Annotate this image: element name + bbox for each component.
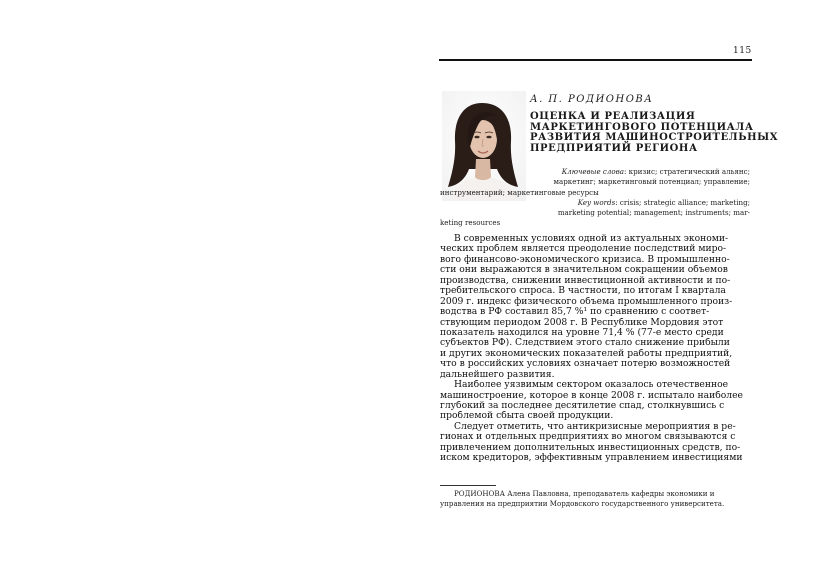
body-line: ческих проблем является преодоление последствий миро- xyxy=(440,244,727,255)
body-line: сти они выражаются в значительном сокращении объемов xyxy=(440,265,728,276)
body-line: Наиболее уязвимым сектором оказалось отечественное xyxy=(454,380,729,391)
keywords-en-label: Key words xyxy=(577,197,616,207)
body-line: производства, снижении инвестиционной активности и по- xyxy=(440,275,731,286)
page-number: 115 xyxy=(733,46,752,56)
keywords-ru-label: Ключевые слова xyxy=(561,167,625,176)
body-line: дальнейшего развития. xyxy=(440,369,555,380)
header-rule xyxy=(439,59,752,61)
keywords-ru-line: инструментарий; маркетинговые ресурсы xyxy=(440,187,599,197)
footnote-rule xyxy=(440,485,496,486)
title-line: МАРКЕТИНГОВОГО ПОТЕНЦИАЛА xyxy=(530,121,754,133)
body-line: машиностроение, которое в конце 2008 г. испытало наиболее xyxy=(440,390,743,401)
body-line: глубокий за последнее десятилетие спад, столкнувшись с xyxy=(440,401,725,411)
body-line: Следует отметить, что антикризисные мероприятия в ре- xyxy=(454,421,736,432)
body-line: и других экономических показателей работы предприятий, xyxy=(440,348,733,359)
keywords-en-text: : crisis; strategic alliance; marketing; xyxy=(615,197,750,207)
keywords-en-line xyxy=(440,198,750,208)
article-title xyxy=(530,111,779,154)
body-line: показатель находился на уровне 71,4 % (77-е место среди xyxy=(440,327,724,338)
keywords-ru-line: маркетинг; маркетинговый потенциал; управление; xyxy=(553,177,750,187)
title-line: ОЦЕНКА И РЕАЛИЗАЦИЯ xyxy=(530,111,696,122)
body-line: субъектов РФ). Следствием этого стало снижение прибыли xyxy=(440,338,730,349)
body-line: что в российских условиях означает потерю возможностей xyxy=(440,359,731,370)
keywords-ru-text: : кризис; стратегический альянс; xyxy=(624,167,750,176)
body-line: ствующим периодом 2008 г. В Республике Мордовия этот xyxy=(440,317,724,328)
keywords-en-line: keting resources xyxy=(440,218,501,228)
footnote-line: РОДИОНОВА Алена Павловна, преподаватель кафедры экономики и xyxy=(454,489,715,498)
title-line: РАЗВИТИЯ МАШИНОСТРОИТЕЛЬНЫХ xyxy=(530,132,779,143)
body-line: 2009 г. индекс физического объема промышленного произ- xyxy=(440,296,733,307)
footnote xyxy=(440,489,752,509)
article-body xyxy=(440,234,752,464)
keywords-en-line: marketing potential; management; instruments; mar- xyxy=(557,208,750,218)
keywords-block xyxy=(440,167,750,229)
title-line: ПРЕДПРИЯТИЙ РЕГИОНА xyxy=(530,142,698,154)
body-line: проблемой сбыта своей продукции. xyxy=(440,411,614,422)
body-line: иском кредиторов, эффективным управлением инвестициями xyxy=(440,453,743,464)
body-line: В современных условиях одной из актуальных экономи- xyxy=(454,234,729,244)
body-line: вого финансово-экономического кризиса. В промышленно- xyxy=(440,254,730,265)
keywords-ru-line xyxy=(440,167,750,177)
footnote-line: управления на предприятии Мордовского государственного университета. xyxy=(440,499,725,508)
body-line: гионах и отдельных предприятиях во многом связываются с xyxy=(440,432,736,443)
body-line: требительского спроса. В частности, по итогам I квартала xyxy=(440,286,726,297)
body-line: привлечением дополнительных инвестиционных средств, по- xyxy=(440,442,741,453)
body-line: водства в РФ составил 85,7 %¹ по сравнению с соответ- xyxy=(440,307,710,318)
author-name: А. П. РОДИОНОВА xyxy=(530,94,654,105)
